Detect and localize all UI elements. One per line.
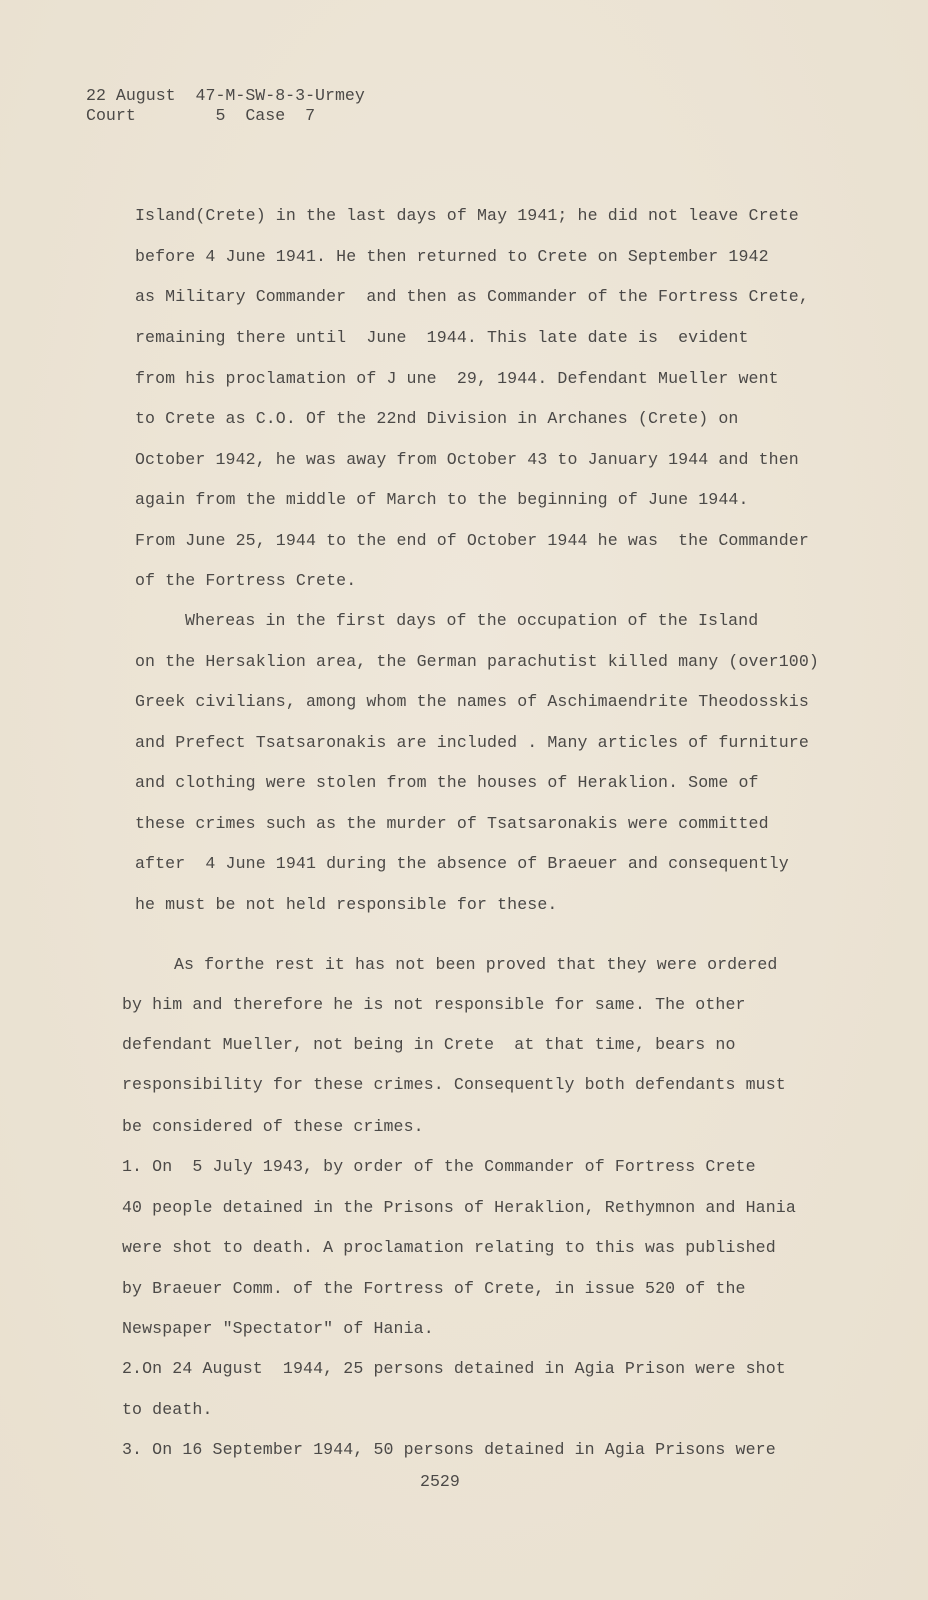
body-line: from his proclamation of J une 29, 1944. Defendant Mueller went [135,369,779,388]
body-line: As forthe rest it has not been proved that they were ordered [174,955,778,974]
body-line: and Prefect Tsatsaronakis are included . Many articles of furniture [135,733,809,752]
body-line: of the Fortress Crete. [135,571,357,590]
body-line: after 4 June 1941 during the absence of Braeuer and consequently [135,854,789,873]
body-line: these crimes such as the murder of Tsatsaronakis were committed [135,814,769,833]
body-line: From June 25, 1944 to the end of October 1944 he was the Commander [135,531,809,550]
body-line: to Crete as C.O. Of the 22nd Division in Archanes (Crete) on [135,409,739,428]
body-line: Island(Crete) in the last days of May 1941; he did not leave Crete [135,206,799,225]
body-line: and clothing were stolen from the houses of Heraklion. Some of [135,773,759,792]
body-line: as Military Commander and then as Commander of the Fortress Crete, [135,287,809,306]
body-line: to death. [122,1400,213,1419]
body-line: by him and therefore he is not responsible for same. The other [122,995,746,1014]
body-line: again from the middle of March to the beginning of June 1944. [135,490,749,509]
body-line: 3. On 16 September 1944, 50 persons detained in Agia Prisons were [122,1440,776,1459]
body-line: 40 people detained in the Prisons of Heraklion, Rethymnon and Hania [122,1198,796,1217]
body-line: he must be not held responsible for these. [135,895,558,914]
body-line: Greek civilians, among whom the names of Aschimaendrite Theodosskis [135,692,809,711]
body-line: on the Hersaklion area, the German parachutist killed many (over100) [135,652,819,671]
body-line: by Braeuer Comm. of the Fortress of Crete, in issue 520 of the [122,1279,746,1298]
body-line: Newspaper "Spectator" of Hania. [122,1319,434,1338]
body-line: responsibility for these crimes. Consequently both defendants must [122,1075,786,1094]
body-line: before 4 June 1941. He then returned to Crete on September 1942 [135,247,769,266]
body-line: 2.On 24 August 1944, 25 persons detained in Agia Prison were shot [122,1359,786,1378]
body-line: defendant Mueller, not being in Crete at that time, bears no [122,1035,736,1054]
header-line-2: Court 5 Case 7 [86,106,316,125]
header-line-1: 22 August 47-M-SW-8-3-Urmey [86,86,365,105]
body-line: October 1942, he was away from October 43 to January 1944 and then [135,450,799,469]
body-line: be considered of these crimes. [122,1117,424,1136]
body-line: were shot to death. A proclamation relating to this was published [122,1238,776,1257]
body-line: remaining there until June 1944. This late date is evident [135,328,749,347]
body-line: 1. On 5 July 1943, by order of the Commander of Fortress Crete [122,1157,756,1176]
body-line: Whereas in the first days of the occupation of the Island [185,611,759,630]
page-number: 2529 [420,1472,460,1491]
